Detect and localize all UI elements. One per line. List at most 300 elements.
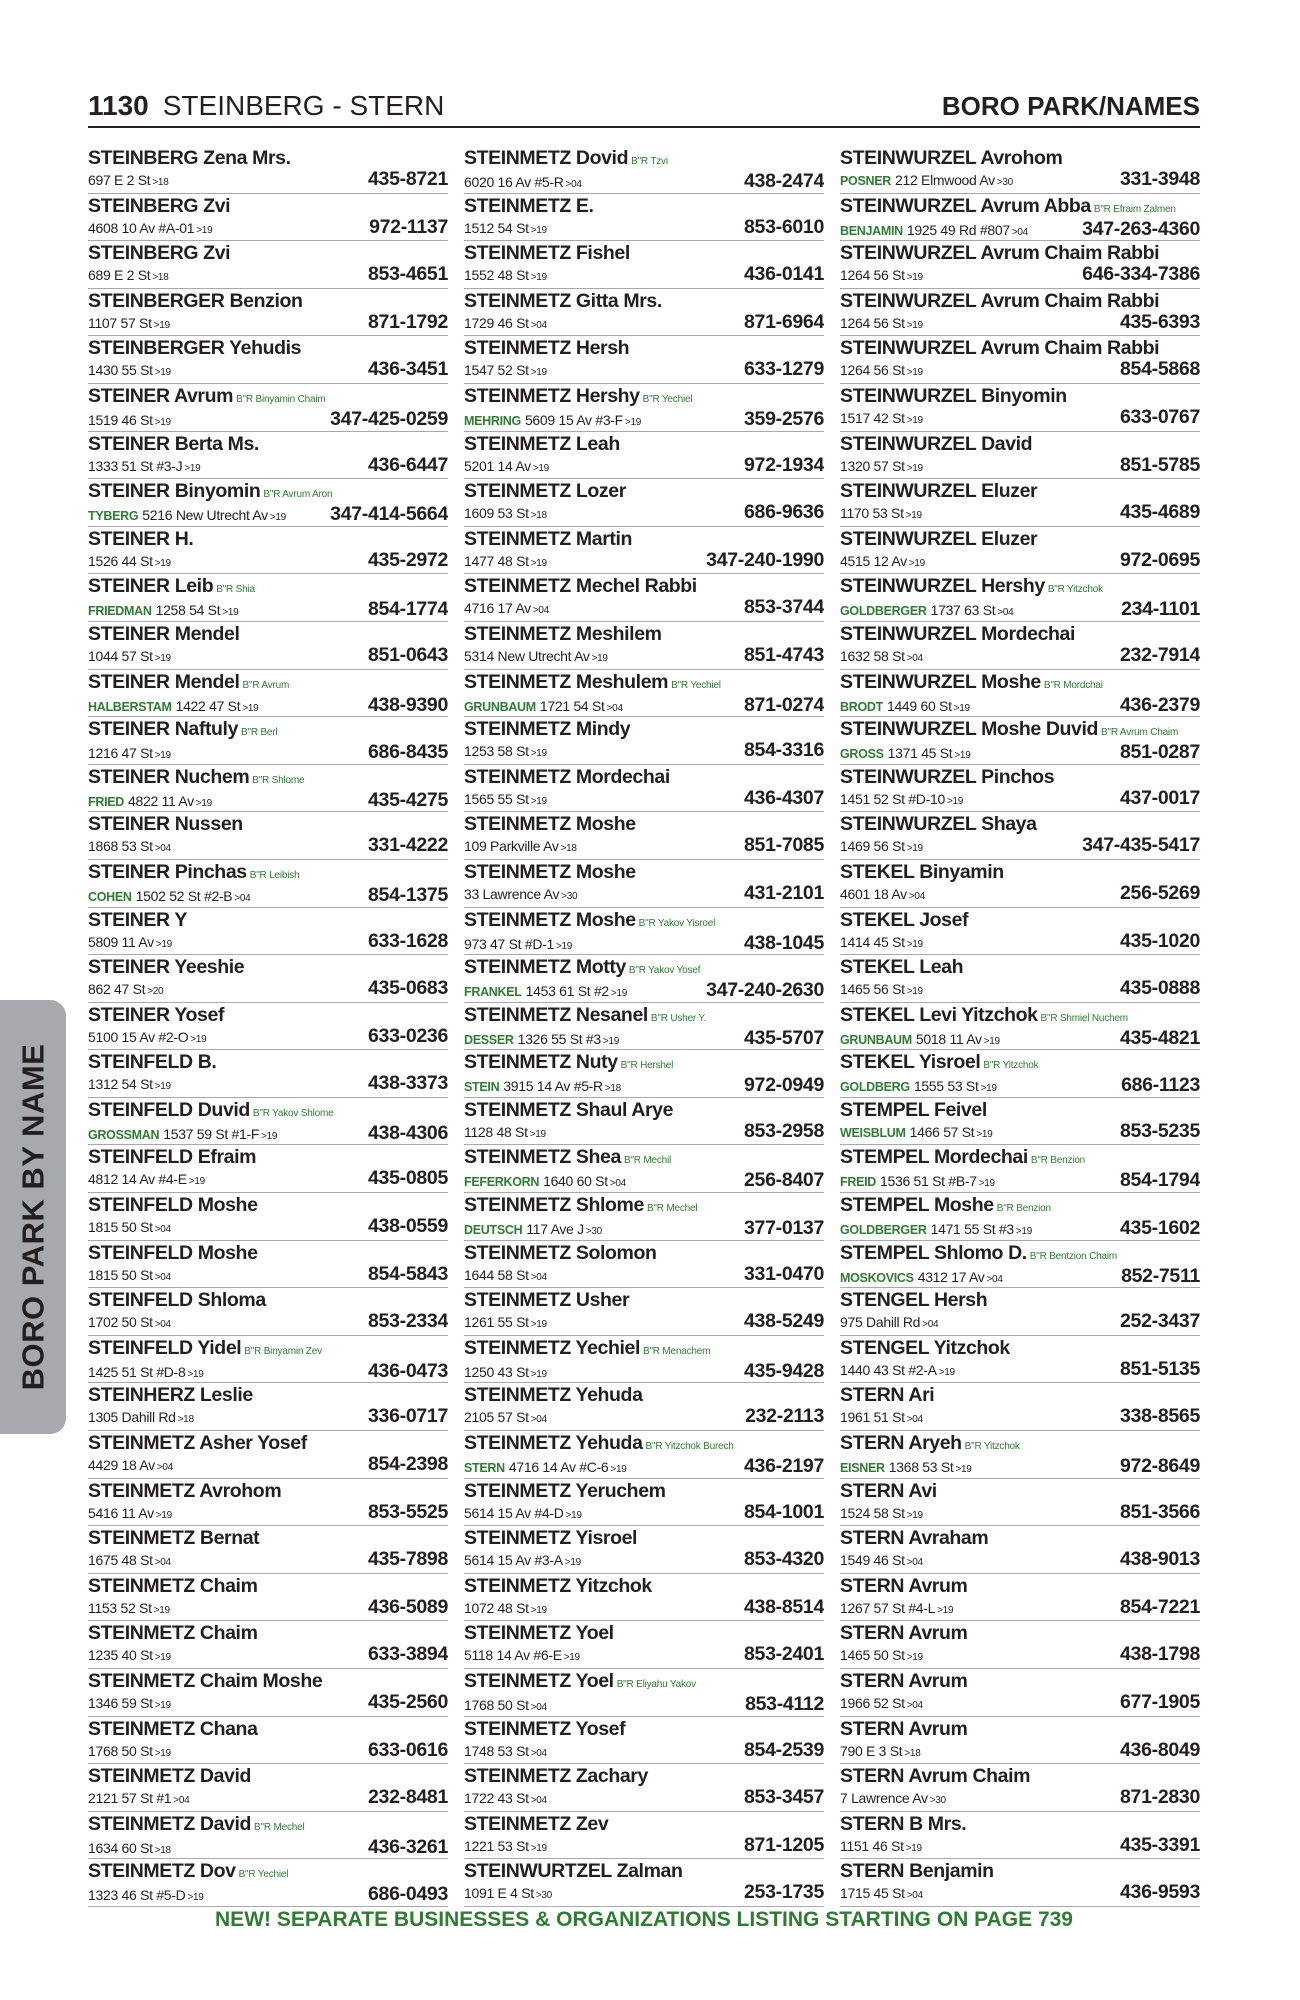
entry-name-group (464, 1433, 734, 1457)
entry-zip-code: >20 (147, 986, 164, 998)
entry-name-line (88, 1719, 448, 1741)
entry-address-group (464, 982, 627, 1003)
entry-detail-line (88, 1217, 448, 1239)
entry-detail-line (840, 360, 1200, 382)
entry-address-group (88, 361, 171, 382)
entry-address-group (88, 506, 286, 527)
entry-name-group (88, 148, 291, 170)
entry-address-group (88, 1646, 171, 1667)
entry-address: 117 Ave J (526, 1221, 584, 1238)
listing-entry (88, 955, 448, 1003)
entry-phone: 854-2539 (743, 1738, 824, 1761)
entry-name: STEINMETZ Moshe (464, 860, 636, 883)
entry-zip-code: >19 (154, 416, 171, 428)
listing-entry (464, 384, 824, 432)
entry-phone: 347-240-1990 (706, 548, 824, 571)
entry-name-group (88, 1623, 258, 1645)
entry-zip-code: >04 (908, 890, 925, 902)
entry-name-line (464, 767, 824, 789)
entry-relative-name: STERN (464, 1461, 505, 1476)
entry-name-line (88, 1481, 448, 1503)
entry-name-line (840, 1100, 1200, 1122)
entry-detail-line (88, 1595, 448, 1620)
entry-name-line (464, 1195, 824, 1219)
entry-detail-line (840, 453, 1200, 478)
entry-detail-line (464, 503, 824, 525)
entry-address: 1414 45 St (840, 933, 905, 950)
listing-entry (464, 432, 824, 480)
entry-detail-line (464, 265, 824, 287)
listing-entry (88, 765, 448, 813)
listing-entry (464, 1098, 824, 1146)
entry-zip-code: >19 (154, 1652, 171, 1664)
entry-name-group (88, 338, 301, 360)
entry-zip-code: >04 (1011, 226, 1028, 238)
entry-parent-name: B"R Yitzchok Burech (645, 1441, 734, 1453)
entry-address-group (840, 314, 923, 335)
listing-entry (464, 1526, 824, 1574)
entry-address-group (464, 599, 549, 620)
entry-address: 1235 40 St (88, 1647, 153, 1664)
entry-zip-code: >19 (530, 795, 547, 807)
entry-name-group (840, 1671, 967, 1693)
entry-name-line (840, 862, 1200, 884)
entry-name: STEMPEL Moshe (840, 1194, 994, 1217)
entry-name: STEINMETZ Yeruchem (464, 1479, 666, 1502)
entry-name: STEMPEL Feivel (840, 1098, 987, 1121)
entry-phone: 853-3744 (743, 596, 824, 619)
entry-parent-name: B"R Yechiel (238, 1869, 289, 1881)
listing-entry (464, 1241, 824, 1289)
entry-address-group (840, 1313, 938, 1334)
entry-name-line (464, 1100, 824, 1122)
entry-name-line (840, 1719, 1200, 1741)
entry-detail-line (464, 1119, 824, 1144)
entry-name: STEINMETZ Chaim Moshe (88, 1670, 323, 1692)
entry-detail-line (840, 1788, 1200, 1810)
entry-detail-line (88, 170, 448, 192)
entry-address: 1368 53 St (888, 1459, 954, 1476)
entry-zip-code: >19 (565, 1509, 582, 1521)
entry-relative-name: GOLDBERG (840, 1080, 910, 1095)
entry-name-line (464, 1433, 824, 1457)
entry-name-group (88, 957, 244, 979)
entry-zip-code: >04 (530, 1414, 547, 1426)
entry-phone: 331-0470 (743, 1262, 824, 1285)
entry-zip-code: >04 (530, 1702, 547, 1713)
entry-zip-code: >19 (954, 750, 971, 762)
entry-address: 6020 16 Av #5-R (464, 174, 564, 190)
entry-name: STEINMETZ David (88, 1765, 252, 1788)
entry-name-line (464, 338, 824, 360)
entry-name-line (88, 243, 448, 265)
entry-name: STEINWURZEL Mordechai (840, 622, 1076, 645)
entry-zip-code: >04 (154, 843, 171, 855)
entry-detail-line (840, 1407, 1200, 1429)
entry-address-group (464, 837, 577, 858)
entry-name-group (840, 957, 963, 979)
entry-detail-line (88, 1024, 448, 1049)
entry-name-line (88, 1100, 448, 1124)
entry-name-group (88, 1338, 322, 1362)
entry-name-group (840, 1719, 967, 1741)
entry-address: 5614 15 Av #4-D (464, 1504, 564, 1521)
entry-zip-code: >19 (530, 748, 547, 760)
entry-name-group (840, 529, 1037, 551)
entry-name: STEINMETZ Mechel Rabbi (464, 575, 697, 598)
entry-name-line (840, 1623, 1200, 1645)
entry-zip-code: >19 (153, 1604, 170, 1616)
entry-detail-line (464, 741, 824, 763)
entry-name: STEINFELD Efraim (88, 1146, 257, 1169)
entry-name: STEINMETZ Fishel (464, 242, 630, 265)
entry-address: 1170 53 St (840, 505, 904, 522)
entry-name: STEINMETZ Chana (88, 1717, 258, 1740)
entry-address: 1768 50 St (88, 1742, 153, 1759)
entry-address: 1451 52 St #D-10 (840, 790, 945, 807)
entry-name: STEMPEL Shlomo D. (840, 1241, 1027, 1264)
entry-name-group (464, 624, 662, 646)
entry-name: STERN Avrum (840, 1670, 968, 1692)
entry-zip-code: >19 (908, 557, 925, 569)
listing-entry (88, 622, 448, 670)
entry-address: 1221 53 St (464, 1837, 529, 1854)
entry-zip-code: >19 (530, 272, 547, 284)
entry-name-line (88, 481, 448, 505)
listing-entry (840, 1526, 1200, 1574)
entry-name-line (88, 1005, 448, 1027)
entry-detail-line (464, 1312, 824, 1334)
listing-columns (88, 146, 1200, 1907)
listing-entry (840, 194, 1200, 242)
entry-phone: 435-1602 (1119, 1217, 1200, 1240)
listing-entry (840, 1336, 1200, 1384)
entry-zip-code: >19 (154, 1700, 171, 1711)
entry-name-group (88, 196, 230, 218)
entry-address: 1153 52 St (88, 1599, 152, 1616)
entry-address: 1815 50 St (88, 1266, 153, 1283)
entry-address-group (88, 1313, 171, 1334)
entry-parent-name: B"R Mordchai (1043, 679, 1103, 691)
entry-address-group (840, 1408, 923, 1429)
entry-detail-line (840, 1595, 1200, 1620)
entry-address: 1640 60 St (543, 1173, 608, 1190)
entry-name-line (464, 148, 824, 172)
listing-entry (88, 1431, 448, 1479)
entry-name: STERN Avrum (840, 1717, 968, 1740)
entry-address: 4716 14 Av #C-6 (508, 1459, 609, 1476)
entry-address-group (464, 1077, 621, 1098)
entry-detail-line (840, 1076, 1200, 1098)
entry-address: 689 E 2 St (88, 267, 151, 284)
entry-parent-name: B"R Benzion (996, 1203, 1051, 1215)
entry-address-group (88, 1170, 205, 1191)
entry-address-group (840, 552, 925, 573)
entry-name: STEINMETZ Yechiel (464, 1336, 640, 1359)
entry-name-group (464, 1719, 625, 1741)
entry-phone: 854-5868 (1119, 358, 1200, 381)
entry-name: STEINWURZEL Eluzer (840, 480, 1038, 503)
entry-detail-line (88, 407, 448, 432)
entry-phone: 438-4306 (367, 1121, 448, 1144)
entry-address: 1552 48 St (464, 267, 529, 284)
entry-address-group (464, 1363, 547, 1384)
entry-zip-code: >18 (604, 1083, 621, 1095)
entry-zip-code: >30 (996, 177, 1013, 188)
entry-name-group (464, 957, 700, 981)
entry-address-group (88, 1599, 170, 1620)
entry-name: STEINER Nuchem (88, 765, 250, 788)
entry-name-group (464, 767, 670, 789)
entry-name: STEMPEL Mordechai (840, 1146, 1028, 1169)
entry-address: 2121 57 St #1 (88, 1790, 172, 1807)
entry-phone: 853-5235 (1119, 1119, 1200, 1142)
page-header (88, 84, 1200, 128)
entry-zip-code: >19 (591, 652, 608, 664)
entry-name: STEINWURZEL Moshe (840, 670, 1041, 693)
entry-address: 1925 49 Rd #807 (906, 221, 1010, 238)
entry-zip-code: >04 (565, 179, 582, 190)
listing-entry (464, 194, 824, 242)
entry-name-group (88, 291, 303, 313)
entry-address: 5314 New Utrecht Av (464, 647, 590, 664)
entry-name: STEINMETZ Meshilem (464, 622, 662, 645)
listing-entry (464, 574, 824, 622)
entry-phone: 853-4112 (745, 1693, 824, 1715)
entry-name-group (464, 1481, 666, 1503)
entry-phone: 854-1794 (1119, 1169, 1200, 1192)
listing-entry (464, 908, 824, 956)
entry-detail-line (464, 981, 824, 1003)
listing-entry (464, 765, 824, 813)
entry-phone: 435-7898 (367, 1548, 448, 1571)
entry-parent-name: B"R Berl (241, 727, 278, 739)
entry-phone: 854-5843 (367, 1262, 448, 1285)
entry-phone: 436-3261 (367, 1835, 448, 1858)
entry-name-line (88, 767, 448, 791)
entry-name-group (464, 338, 629, 360)
entry-phone: 686-9636 (743, 501, 824, 524)
entry-phone: 436-9593 (1119, 1881, 1200, 1904)
entry-phone: 347-435-5417 (1082, 834, 1200, 857)
entry-parent-name: B"R Yakov Yisroel (638, 917, 716, 929)
entry-name: STEINWURZEL Hershy (840, 575, 1045, 598)
entry-phone: 436-2379 (1119, 693, 1200, 716)
entry-address: 1440 43 St #2-A (840, 1361, 937, 1378)
entry-relative-name: TYBERG (88, 509, 139, 524)
entry-name-line (88, 1290, 448, 1312)
entry-zip-code: >04 (156, 1462, 173, 1474)
entry-zip-code: >18 (152, 272, 169, 284)
entry-address-group (464, 1599, 547, 1620)
listing-entry (464, 479, 824, 527)
entry-zip-code: >19 (563, 1652, 580, 1664)
entry-address: 1634 60 St (88, 1839, 153, 1856)
entry-name-group (88, 1290, 266, 1312)
entry-phone: 852-7511 (1121, 1264, 1200, 1287)
entry-address: 1091 E 4 St (464, 1885, 534, 1902)
entry-name-line (840, 148, 1200, 170)
entry-detail-line (464, 1076, 824, 1098)
entry-address: 1453 61 St #2 (525, 983, 609, 1000)
listing-entry (840, 241, 1200, 289)
entry-phone: 435-8721 (367, 168, 448, 190)
entry-name: STEINER H. (88, 527, 194, 550)
entry-name-group (464, 148, 668, 172)
entry-detail-line (88, 1693, 448, 1715)
entry-name: STERN B Mrs. (840, 1812, 967, 1835)
entry-zip-code: >04 (906, 1890, 923, 1902)
entry-name: STEINFELD Shloma (88, 1289, 266, 1312)
entry-name: STEKEL Josef (840, 908, 969, 931)
entry-address: 1737 63 St (930, 602, 996, 619)
entry-address: 1333 51 St #3-J (88, 457, 183, 474)
entry-address: 1258 54 St (155, 602, 221, 619)
entry-name: STEINMETZ Zachary (464, 1765, 648, 1788)
entry-name-line (840, 719, 1200, 743)
entry-name-group (88, 719, 277, 743)
entry-detail-line (464, 931, 824, 956)
entry-phone: 633-0767 (1119, 405, 1200, 428)
entry-detail-line (88, 1738, 448, 1763)
entry-phone: 851-4743 (743, 643, 824, 666)
entry-name-line (88, 1671, 448, 1693)
entry-address-group (840, 1789, 946, 1810)
entry-address-group (88, 1075, 171, 1096)
listing-entry (88, 717, 448, 765)
entry-phone: 677-1905 (1119, 1691, 1200, 1713)
entry-phone: 234-1101 (1121, 598, 1200, 621)
entry-relative-name: COHEN (88, 889, 132, 904)
listing-entry (88, 194, 448, 242)
entry-name-group (840, 862, 1004, 884)
entry-name: STEINMETZ Lozer (464, 480, 626, 503)
entry-name-line (88, 1814, 448, 1838)
entry-parent-name: B"R Yechiel (642, 393, 693, 405)
entry-zip-code: >04 (906, 652, 923, 664)
entry-name-group (464, 434, 620, 456)
entry-address-group (840, 1694, 923, 1715)
listing-entry (464, 1336, 824, 1384)
entry-name: STEINBERGER Yehudis (88, 337, 302, 360)
listing-entry (840, 860, 1200, 908)
entry-relative-name: MOSKOVICS (840, 1270, 914, 1285)
entry-address-group (88, 314, 170, 335)
entry-name-group (464, 1147, 671, 1171)
entry-name-group (464, 1671, 696, 1695)
entry-zip-code: >04 (906, 1700, 923, 1711)
entry-address: 1422 47 St (175, 697, 241, 714)
entry-address: 1264 56 St (840, 362, 905, 379)
entry-name-line (88, 196, 448, 218)
entry-zip-code: >19 (978, 1178, 995, 1190)
entry-address: 1346 59 St (88, 1695, 153, 1711)
entry-zip-code: >19 (906, 938, 923, 950)
entry-name: STERN Benjamin (840, 1860, 994, 1883)
entry-detail-line (840, 786, 1200, 811)
entry-name: STEINMETZ Motty (464, 956, 626, 979)
entry-zip-code: >19 (530, 1319, 547, 1331)
entry-name-line (88, 957, 448, 979)
entry-address: 1729 46 St (464, 314, 529, 331)
entry-address-group (840, 1268, 1003, 1289)
entry-parent-name: B"R Shlome (252, 774, 305, 786)
entry-name-group (464, 1100, 673, 1122)
entry-name: STEINMETZ Meshulem (464, 670, 669, 693)
entry-phone: 438-1798 (1119, 1643, 1200, 1666)
entry-detail-line (840, 1219, 1200, 1241)
entry-address-group (464, 314, 547, 335)
entry-parent-name: B"R Eliyahu Yakov (616, 1679, 696, 1690)
listing-entry (464, 1003, 824, 1051)
entry-zip-code: >04 (530, 319, 547, 331)
listing-entry (88, 1526, 448, 1574)
entry-phone: 633-1628 (367, 929, 448, 952)
listing-column-2 (464, 146, 824, 1907)
entry-address: 1549 46 St (840, 1552, 905, 1569)
entry-detail-line (88, 643, 448, 668)
entry-address-group (840, 171, 1013, 192)
entry-address: 5809 11 Av (88, 933, 154, 950)
entry-name: STEINER Yeeshie (88, 956, 245, 979)
entry-detail-line (88, 693, 448, 718)
entry-address: 4515 12 Av (840, 552, 907, 569)
entry-zip-code: >19 (153, 319, 170, 331)
entry-address: 1425 51 St #D-8 (88, 1363, 186, 1380)
listing-entry (840, 432, 1200, 480)
listing-entry (840, 670, 1200, 718)
entry-name: STEINWURZEL Avrum Chaim Rabbi (840, 289, 1160, 312)
entry-zip-code: >19 (980, 1083, 997, 1095)
entry-phone: 854-7221 (1119, 1595, 1200, 1618)
entry-name: STEINMETZ Yehuda (464, 1432, 643, 1455)
entry-name-group (88, 767, 304, 791)
entry-address: 1868 53 St (88, 838, 153, 855)
entry-detail-line (840, 881, 1200, 906)
entry-detail-line (88, 743, 448, 765)
entry-detail-line (88, 1885, 448, 1907)
page-number: 1130 (88, 90, 149, 121)
entry-name-line (464, 957, 824, 981)
entry-phone: 359-2576 (743, 407, 824, 430)
entry-relative-name: FEFERKORN (464, 1175, 540, 1190)
entry-detail-line (464, 598, 824, 620)
entry-name-line (88, 814, 448, 836)
entry-detail-line (88, 929, 448, 954)
entry-detail-line (88, 1121, 448, 1146)
entry-relative-name: BENJAMIN (840, 223, 903, 238)
entry-parent-name: B"R Binyamin Chaim (236, 393, 326, 405)
entry-zip-code: >19 (188, 1176, 205, 1188)
entry-zip-code: >19 (530, 557, 547, 569)
entry-phone: 972-1934 (743, 453, 824, 476)
listing-entry (840, 479, 1200, 527)
entry-address-group (840, 1077, 997, 1098)
entry-address: 4608 10 Av #A-01 (88, 219, 195, 236)
listing-entry (88, 1288, 448, 1336)
entry-name: STEINWURZEL Pinchos (840, 765, 1055, 788)
entry-detail-line (840, 1550, 1200, 1572)
entry-zip-code: >04 (173, 1795, 190, 1807)
entry-name: STERN Avi (840, 1479, 937, 1502)
entry-name-line (840, 1766, 1200, 1788)
listing-entry (464, 717, 824, 765)
listing-entry (464, 1431, 824, 1479)
entry-zip-code: >19 (953, 702, 970, 714)
entry-zip-code: >04 (532, 605, 549, 617)
entry-detail-line (840, 1171, 1200, 1193)
entry-name-line (464, 196, 824, 218)
